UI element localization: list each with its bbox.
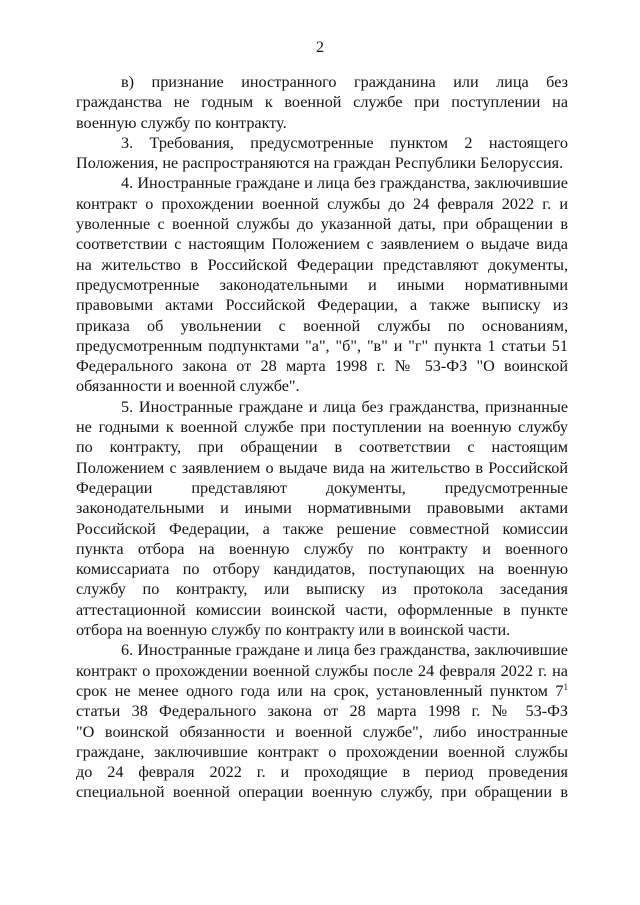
text-line: до 24 февраля 2022 г. и проходящие в период проведения <box>76 763 568 782</box>
paragraph-item-3 <box>76 133 568 174</box>
text-line: обязанности и военной службе". <box>76 377 300 396</box>
text-line: уволенные с военной службы до указанной даты, при обращении в <box>76 215 568 234</box>
text-line: Российской Федерации, а также решение совместной комиссии <box>76 519 568 538</box>
text-segment: срок не менее одного года или на срок, установленный пунктом 7 <box>76 681 564 700</box>
page-number: 2 <box>316 39 324 56</box>
paragraph-item-4 <box>76 173 568 396</box>
text-line: пункта отбора на военную службу по контракту и военного <box>76 539 568 558</box>
text-line: предусмотренные законодательными и иными нормативными <box>76 275 568 294</box>
text-line: 3. Требования, предусмотренные пунктом 2 настоящего <box>121 133 568 152</box>
text-line: законодательными и иными нормативными правовыми актами <box>76 499 568 518</box>
text-line: приказа об увольнении с военной службы по основаниям, <box>76 316 568 335</box>
superscript: 1 <box>563 681 568 692</box>
text-line: Федерального закона от 28 марта 1998 г. № 53-ФЗ "О воинской <box>76 357 568 376</box>
text-line: 4. Иностранные граждане и лица без гражданства, заключившие <box>121 174 568 193</box>
text-line: комиссариата по отбору кандидатов, поступающих на военную <box>76 560 568 579</box>
text-line: 6. Иностранные граждане и лица без гражданства, заключившие <box>121 641 568 660</box>
paragraph-item-v <box>76 72 568 133</box>
text-line: статьи 38 Федерального закона от 28 марта 1998 г. № 53-ФЗ <box>76 702 568 721</box>
text-line: 5. Иностранные граждане и лица без гражданства, признанные <box>121 397 568 416</box>
text-line: аттестационной комиссии воинской части, оформленные в пункте <box>76 600 568 619</box>
text-line: правовыми актами Российской Федерации, а также выписку из <box>76 296 568 315</box>
text-line: Федерации представляют документы, предусмотренные <box>76 478 568 497</box>
text-line: по контракту, при обращении в соответствии с настоящим <box>76 438 568 457</box>
text-line: специальной военной операции военную службу, при обращении в <box>76 783 568 802</box>
paragraph-item-6 <box>76 640 568 802</box>
text-line: контракт о прохождении военной службы после 24 февраля 2022 г. на <box>76 661 568 680</box>
text-line: службу по контракту, или выписку из протокола заседания <box>76 580 568 599</box>
text-line: контракт о прохождении военной службы до 24 февраля 2022 г. и <box>76 194 568 213</box>
text-line: соответствии с настоящим Положением с заявлением о выдаче вида <box>76 235 568 254</box>
document-body <box>76 72 568 803</box>
text-line: отбора на военную службу по контракту или в воинской части. <box>76 621 511 640</box>
text-line: Положения, не распространяются на граждан Республики Белоруссия. <box>76 154 564 173</box>
text-line: в) признание иностранного гражданина или лица без <box>121 73 568 91</box>
text-line: предусмотренным подпунктами "а", "б", "в" и "г" пункта 1 статьи 51 <box>76 336 568 355</box>
text-line: Положением с заявлением о выдаче вида на жительство в Российской <box>76 458 568 477</box>
text-line: военную службу по контракту. <box>76 113 287 132</box>
text-line: граждане, заключившие контракт о прохождении военной службы <box>76 742 568 761</box>
text-line: гражданства не годным к военной службе при поступлении на <box>76 93 568 112</box>
text-line: не годными к военной службе при поступлении на военную службу <box>76 418 568 437</box>
text-line: "О воинской обязанности и военной службе", либо иностранные <box>76 722 568 741</box>
paragraph-item-5 <box>76 397 568 641</box>
text-line: на жительство в Российской Федерации представляют документы, <box>76 255 568 274</box>
text-line-with-superscript <box>76 681 568 701</box>
